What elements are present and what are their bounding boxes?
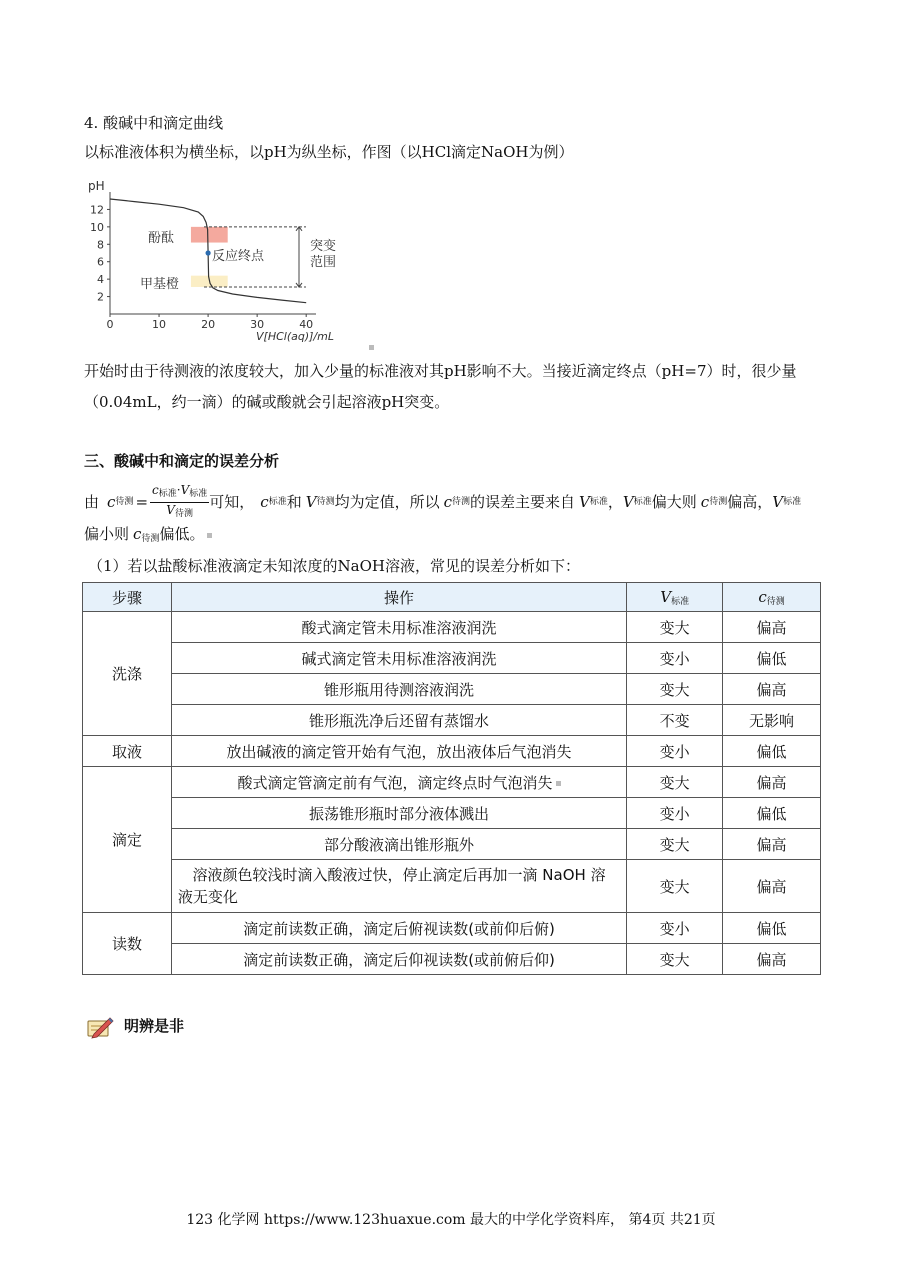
- operation-cell: 放出碱液的滴定管开始有气泡，放出液体后气泡消失: [171, 736, 626, 767]
- step-cell: 滴定: [83, 767, 172, 913]
- formula-text: 偏低。: [159, 525, 205, 543]
- v-cell: 变大: [627, 612, 723, 643]
- phenolphthalein-band: [191, 227, 228, 243]
- c-symbol: c: [758, 587, 767, 606]
- numerator: [150, 483, 209, 503]
- operation-cell: 振荡锥形瓶时部分液体溅出: [171, 798, 626, 829]
- anchor-mark: [369, 345, 374, 350]
- subscript: 标准: [783, 497, 802, 507]
- v-cell: 变小: [627, 643, 723, 674]
- subscript: 标准: [158, 488, 177, 499]
- x-tick-label: 40: [299, 318, 314, 331]
- operation-cell: 碱式滴定管未用标准溶液润洗: [171, 643, 626, 674]
- c-cell: 偏低: [723, 736, 821, 767]
- subscript: 待测: [174, 508, 193, 519]
- operation-cell: [171, 860, 626, 913]
- subscript: 标准: [671, 596, 690, 607]
- v-cell: 变大: [627, 767, 723, 798]
- header-v: [627, 583, 723, 612]
- c-cell: 偏低: [723, 913, 821, 944]
- table-row: [83, 767, 821, 798]
- header-operation: 操作: [171, 583, 626, 612]
- operation-cell: 滴定前读数正确，滴定后俯视读数(或前仰后俯): [171, 913, 626, 944]
- anchor-mark: [556, 781, 561, 786]
- paragraph-line: （0.04mL，约一滴）的碱或酸就会引起溶液pH突变。: [84, 393, 450, 411]
- table-row: [83, 829, 821, 860]
- x-tick-label: 30: [250, 318, 265, 331]
- operation-cell: 锥形瓶用待测溶液润洗: [171, 674, 626, 705]
- subscript: 待测: [452, 497, 471, 507]
- ming-bian-title: 明辨是非: [124, 1017, 185, 1035]
- c-cell: 偏高: [723, 674, 821, 705]
- table-row: [83, 612, 821, 643]
- v-cell: 变大: [627, 829, 723, 860]
- x-axis-label: V[HCl(aq)]/mL: [256, 330, 334, 343]
- subscript: 标准: [189, 488, 208, 499]
- subscript: 待测: [709, 497, 728, 507]
- section-heading: 三、酸碱中和滴定的误差分析: [84, 452, 280, 470]
- y-tick-label: 6: [97, 255, 104, 269]
- v-cell: 变小: [627, 736, 723, 767]
- step-cell: 取液: [83, 736, 172, 767]
- c-cell: 偏低: [723, 798, 821, 829]
- c-symbol: c: [107, 493, 116, 511]
- c-cell: 偏高: [723, 767, 821, 798]
- formula-line-2: [84, 523, 212, 550]
- v-symbol: V: [660, 587, 672, 606]
- phenolphthalein-label: 酚酞: [148, 231, 175, 246]
- x-tick-label: 20: [201, 318, 216, 331]
- v-cell: 变大: [627, 674, 723, 705]
- c-symbol: c: [260, 493, 269, 511]
- equals-sign: =: [135, 493, 149, 511]
- x-tick-label: 10: [152, 318, 167, 331]
- operation-cell: [171, 767, 626, 798]
- endpoint-label: 反应终点: [212, 249, 265, 264]
- operation-cell: 部分酸液滴出锥形瓶外: [171, 829, 626, 860]
- subscript: 待测: [766, 596, 785, 607]
- endpoint-dot: [205, 250, 210, 255]
- table-row: [83, 736, 821, 767]
- table-header-row: [83, 583, 821, 612]
- step-cell: 读数: [83, 913, 172, 975]
- v-symbol: V: [622, 493, 634, 511]
- formula-text: 偏大则: [651, 493, 697, 511]
- formula-text: 可知，: [209, 493, 255, 511]
- table-row: [83, 944, 821, 975]
- header-c: [723, 583, 821, 612]
- operation-text: 酸式滴定管滴定前有气泡，滴定终点时气泡消失: [237, 773, 553, 792]
- y-axis-label: pH: [88, 179, 105, 193]
- anchor-mark: [207, 533, 212, 538]
- subscript: 标准: [633, 497, 652, 507]
- formula-text: 和: [286, 493, 302, 511]
- operation-cell: 酸式滴定管未用标准溶液润洗: [171, 612, 626, 643]
- section-title: 4. 酸碱中和滴定曲线: [84, 114, 224, 132]
- pen-icon: [86, 1015, 114, 1039]
- methyl-orange-label: 甲基橙: [140, 277, 180, 292]
- c-cell: 偏低: [723, 643, 821, 674]
- v-symbol: V: [180, 482, 190, 497]
- table-row: [83, 643, 821, 674]
- table-row: [83, 674, 821, 705]
- c-cell: 偏高: [723, 829, 821, 860]
- formula-text: 偏高，: [727, 493, 773, 511]
- step-cell: 洗涤: [83, 612, 172, 736]
- c-cell: 无影响: [723, 705, 821, 736]
- table-row: [83, 913, 821, 944]
- operation-cell: 滴定前读数正确，滴定后仰视读数(或前俯后仰): [171, 944, 626, 975]
- formula-text: 由: [84, 493, 100, 511]
- v-cell: 变小: [627, 913, 723, 944]
- c-symbol: c: [443, 493, 453, 511]
- v-symbol: V: [305, 493, 317, 511]
- formula-line: [84, 482, 802, 519]
- v-symbol: V: [772, 493, 784, 511]
- operation-text: 液无变化: [177, 888, 238, 906]
- table-row: [83, 860, 821, 913]
- y-tick-label: 8: [97, 238, 104, 252]
- jump-range-label: 突变范围: [310, 239, 337, 270]
- y-tick-label: 12: [90, 203, 104, 217]
- v-cell: 变大: [627, 944, 723, 975]
- v-cell: 不变: [627, 705, 723, 736]
- y-tick-label: 10: [90, 220, 104, 234]
- section-intro: 以标准液体积为横坐标，以pH为纵坐标，作图（以HCl滴定NaOH为例）: [84, 143, 574, 161]
- c-symbol: c: [700, 493, 710, 511]
- table-intro: （1）若以盐酸标准液滴定未知浓度的NaOH溶液，常见的误差分析如下：: [88, 557, 580, 575]
- c-cell: 偏高: [723, 612, 821, 643]
- operation-cell: 锥形瓶洗净后还留有蒸馏水: [171, 705, 626, 736]
- fraction: [150, 483, 209, 522]
- x-tick-label: 0: [106, 318, 114, 331]
- denominator: [166, 503, 193, 522]
- formula-text: 均为定值，所以: [334, 493, 440, 511]
- dot: ·: [176, 482, 181, 497]
- y-tick-label: 4: [97, 273, 104, 287]
- operation-text: 溶液颜色较浅时滴入酸液过快，停止滴定后再加一滴 NaOH 溶: [192, 866, 606, 884]
- subscript: 待测: [115, 497, 134, 507]
- formula-text: ，: [607, 493, 623, 511]
- error-analysis-table: [82, 582, 821, 975]
- paragraph-line: 开始时由于待测液的浓度较大，加入少量的标准液对其pH影响不大。当接近滴定终点（pH=7）时，很少量: [84, 362, 797, 380]
- header-step: 步骤: [83, 583, 172, 612]
- v-symbol: V: [579, 493, 590, 511]
- subscript: 待测: [316, 497, 335, 507]
- c-symbol: c: [152, 482, 159, 497]
- table-row: [83, 798, 821, 829]
- c-cell: 偏高: [723, 860, 821, 913]
- formula-text: 偏小则: [84, 525, 130, 543]
- c-symbol: c: [133, 525, 142, 543]
- subscript: 待测: [141, 534, 160, 544]
- subscript: 标准: [268, 497, 287, 507]
- v-symbol: V: [166, 502, 175, 517]
- titration-curve-chart: [84, 178, 354, 344]
- v-cell: 变大: [627, 860, 723, 913]
- formula-text: 的误差主要来自: [470, 493, 576, 511]
- page-footer: 123 化学网 https://www.123huaxue.com 最大的中学化学资料库， 第4页 共21页: [186, 1212, 716, 1228]
- table-row: [83, 705, 821, 736]
- c-cell: 偏高: [723, 944, 821, 975]
- y-tick-label: 2: [97, 290, 104, 304]
- v-cell: 变小: [627, 798, 723, 829]
- subscript: 标准: [589, 497, 608, 507]
